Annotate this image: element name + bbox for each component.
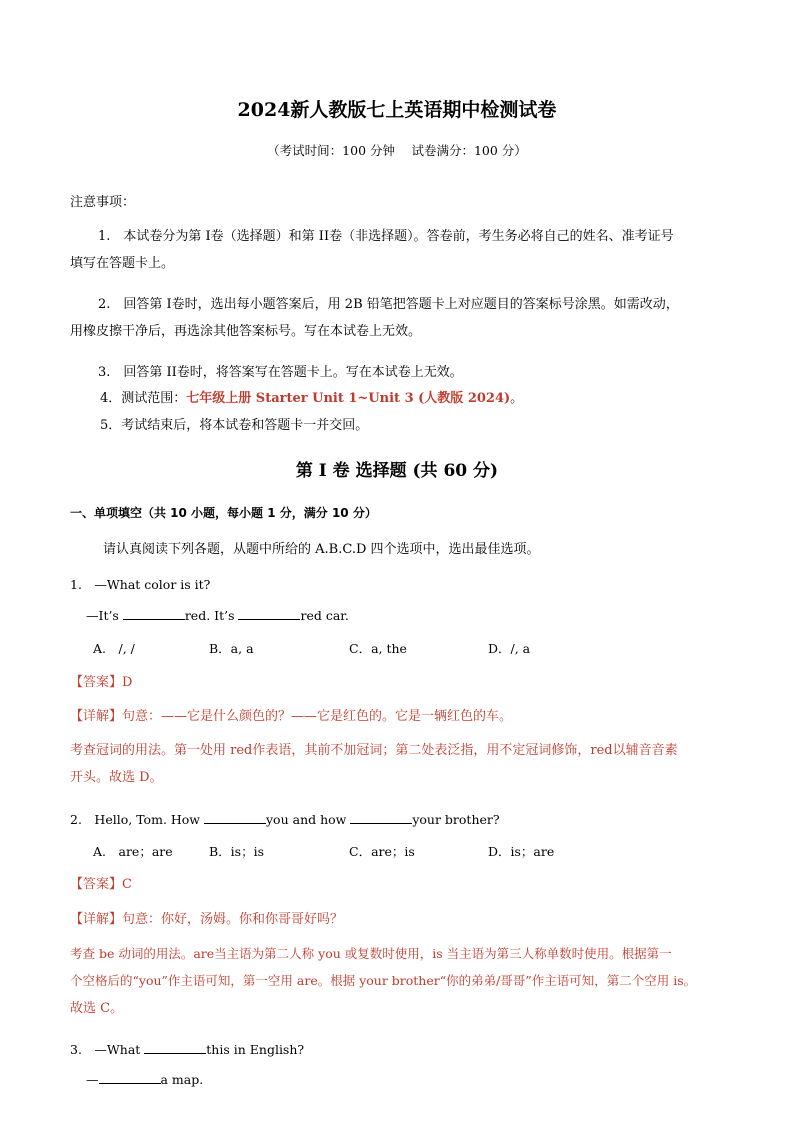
note-4-prefix: 4．测试范围： xyxy=(100,391,187,406)
q1-sentence-part-a: —It’s xyxy=(86,608,123,623)
note-3: 3. 回答第 II卷时，将答案写在答题卡上。写在本试卷上无效。 xyxy=(98,365,463,380)
q3-stem-part-a: 3. —What xyxy=(70,1042,145,1057)
instruction: 请认真阅读下列各题，从题中所给的 A.B.C.D 四个选项中，选出最佳选项。 xyxy=(103,542,540,557)
q1-stem: 1. —What color is it? xyxy=(70,577,211,592)
q3-blank-2 xyxy=(99,1070,161,1084)
q3-stem xyxy=(70,1040,304,1060)
q3-answer-line xyxy=(86,1070,203,1090)
q2-stem-part-a: 2. Hello, Tom. How xyxy=(70,812,204,827)
q2-detail: 【详解】句意：你好，汤姆。你和你哥哥好吗？ xyxy=(70,912,344,927)
q1-sentence xyxy=(86,606,349,626)
q1-option-c: C．a, the xyxy=(349,641,407,656)
q2-blank-2 xyxy=(350,810,412,824)
q1-blank-1 xyxy=(123,606,185,620)
q2-explain-line-1: 考查 be 动词的用法。are当主语为第二人称 you 或复数时使用，is 当主语为第三人称单数时使用。根据第一 xyxy=(70,946,672,961)
note-2-line-1: 2. 回答第 I卷时，选出每小题答案后，用 2B 铅笔把答题卡上对应题目的答案标号涂黑。如需改动， xyxy=(98,297,679,312)
q3-stem-part-b: this in English? xyxy=(206,1042,305,1057)
note-4-scope: 七年级上册 Starter Unit 1~Unit 3 (人教版 2024) xyxy=(186,391,511,406)
note-5: 5．考试结束后，将本试卷和答题卡一并交回。 xyxy=(100,418,369,433)
q1-option-a: A. /, / xyxy=(93,641,135,656)
q1-answer: 【答案】D xyxy=(70,675,133,690)
note-4-suffix: 。 xyxy=(510,391,524,406)
note-1-line-1: 1. 本试卷分为第 I卷（选择题）和第 II卷（非选择题）。答卷前，考生务必将自己的姓名、准考证号 xyxy=(98,229,674,244)
q3-blank-1 xyxy=(144,1040,206,1054)
q3-answer-part-a: — xyxy=(86,1072,99,1087)
exam-title: 2024新人教版七上英语期中检测试卷 xyxy=(237,99,557,121)
q1-sentence-part-b: red. It’s xyxy=(184,608,239,623)
q2-option-b: B．is；is xyxy=(209,844,265,859)
q2-option-c: C．are；is xyxy=(349,844,415,859)
section-title: 第 I 卷 选择题 (共 60 分) xyxy=(295,461,499,481)
q3-answer-part-b: a map. xyxy=(160,1072,204,1087)
part-heading: 一、单项填空（共 10 小题，每小题 1 分，满分 10 分） xyxy=(70,506,377,520)
q2-option-d: D．is；are xyxy=(488,844,555,859)
exam-subtitle: （考试时间：100 分钟 试卷满分：100 分） xyxy=(267,143,527,158)
q1-explain-line-2: 开头。故选 D。 xyxy=(70,770,163,785)
note-1-line-2: 填写在答题卡上。 xyxy=(70,256,175,271)
q1-explain-line-1: 考查冠词的用法。第一处用 red作表语，其前不加冠词；第二处表泛指，用不定冠词修饰，red以辅音音素 xyxy=(70,743,678,758)
note-4 xyxy=(100,389,523,409)
q2-stem-part-c: your brother? xyxy=(412,812,500,827)
q2-explain-line-3: 故选 C。 xyxy=(70,1001,124,1016)
q1-option-d: D．/, a xyxy=(488,641,531,656)
q2-explain-line-2: 个空格后的“you”作主语可知，第一空用 are。根据 your brother“你的弟弟/哥哥”作主语可知，第二个空用 is。 xyxy=(70,973,697,988)
q2-stem xyxy=(70,810,500,830)
note-2-line-2: 用橡皮擦干净后，再选涂其他答案标号。写在本试卷上无效。 xyxy=(70,324,422,339)
q2-answer: 【答案】C xyxy=(70,877,132,892)
q2-blank-1 xyxy=(204,810,266,824)
q1-detail: 【详解】句意：——它是什么颜色的？——它是红色的。它是一辆红色的车。 xyxy=(70,709,513,724)
q1-option-b: B．a, a xyxy=(209,641,254,656)
notes-heading: 注意事项： xyxy=(70,195,136,210)
q1-blank-2 xyxy=(238,606,300,620)
q2-stem-part-b: you and how xyxy=(266,812,351,827)
q1-sentence-part-c: red car. xyxy=(300,608,349,623)
q2-option-a: A. are；are xyxy=(93,844,173,859)
